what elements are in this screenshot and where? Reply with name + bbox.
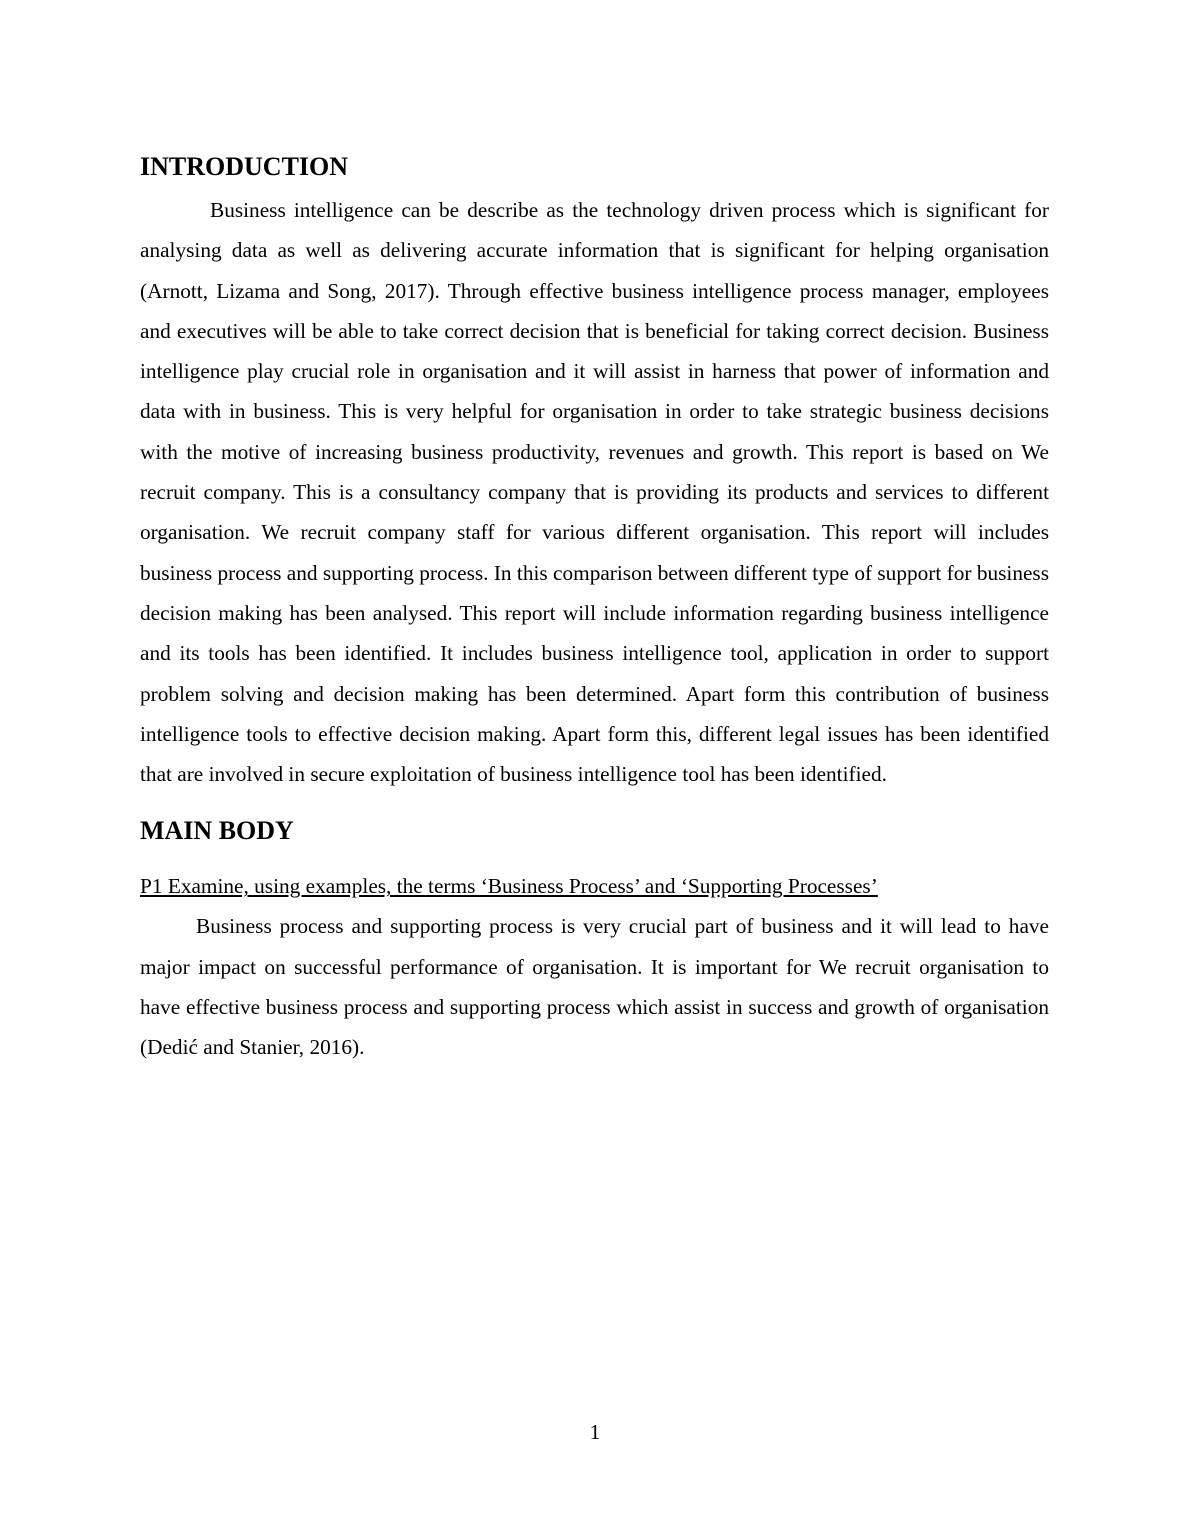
main-body-heading: MAIN BODY [140, 816, 294, 846]
page-number: 1 [589, 1420, 601, 1444]
introduction-paragraph: Business intelligence can be describe as the technology driven process which is significant for analysing data as well as delivering accurate information that is significant for helping organisation (Arnott, Lizama and Song, 2017). Through effective business intelligence process manager, employees and executives will be able to take correct decision that is beneficial for taking correct decision. Business intelligence play crucial role in organisation and it will assist in harness that power of information and data with in business. This is very helpful for organisation in order to take strategic business decisions with the motive of increasing business productivity, revenues and growth. This report is based on We recruit company. This is a consultancy company that is providing its products and services to different organisation. We recruit company staff for various different organisation. This report will includes business process and supporting process. In this comparison between different type of support for business decision making has been analysed. This report will include information regarding business intelligence and its tools has been identified. It includes business intelligence tool, application in order to support problem solving and decision making has been determined. Apart form this contribution of business intelligence tools to effective decision making. Apart form this, different legal issues has been identified that are involved in secure exploitation of business intelligence tool has been identified. [140, 198, 1049, 787]
introduction-heading: INTRODUCTION [140, 152, 349, 181]
p1-paragraph: Business process and supporting process is very crucial part of business and it will lead to have major impact on successful performance of organisation. It is important for We recruit organisation to have effective business process and supporting process which assist in success and growth of organisation (Dedić and Stanier, 2016). [140, 914, 1049, 1060]
page-content [140, 148, 1049, 1068]
p1-subheading: P1 Examine, using examples, the terms ‘Business Process’ and ‘Supporting Processes’ [140, 874, 878, 899]
